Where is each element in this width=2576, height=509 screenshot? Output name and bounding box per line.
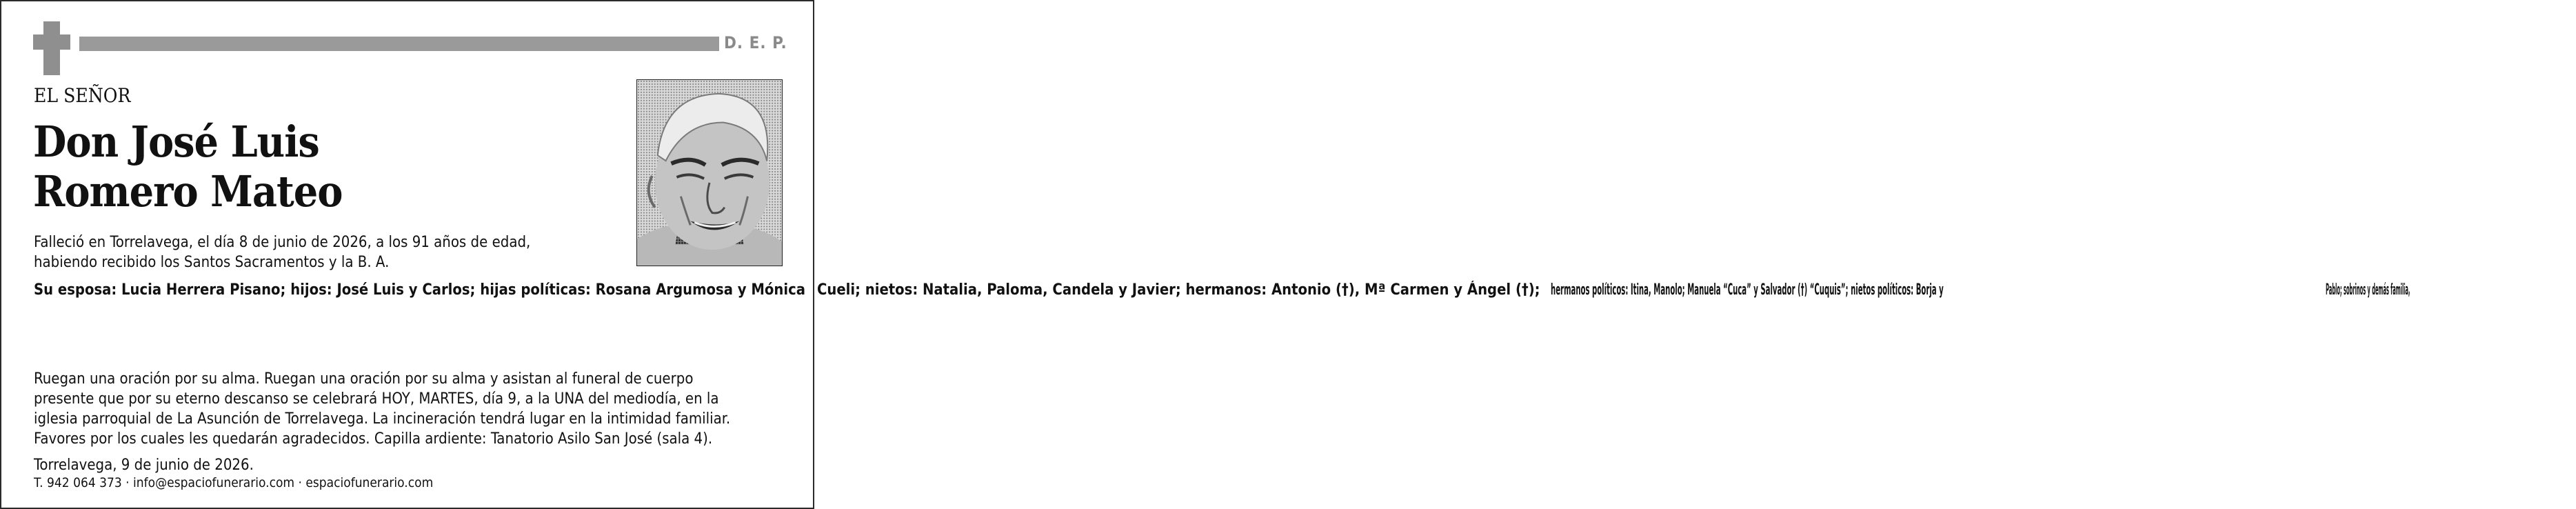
family-line-4: Pablo; sobrinos y demás familia, [2325,281,2411,299]
deceased-name [33,117,626,217]
cross-horizontal-bar [33,34,70,50]
funeral-line-3: iglesia parroquial de La Asunción de Torrelavega. La incineración tendrá lugar en la intimidad familiar. [34,410,731,428]
death-notice [34,232,530,272]
contact-info: T. 942 064 373 · info@espaciofunerario.com · espaciofunerario.com [34,475,434,490]
honorific: EL SEÑOR [34,84,131,107]
funeral-details [34,369,730,449]
dep-label: D. E. P. [724,33,787,52]
deceased-name-line-1: Don José Luis [33,117,319,167]
family-line-3: hermanos políticos: Itina, Manolo; Manuela “Cuca” y Salvador (†) “Cuquis”; nietos políticos: Borja y [1551,281,1944,299]
place-date: Torrelavega, 9 de junio de 2026. [34,457,254,474]
funeral-line-4: Favores por los cuales les quedarán agradecidos. Capilla ardiente: Tanatorio Asilo San José (sala 4). [34,430,713,448]
deceased-name-line-2: Romero Mateo [33,166,343,217]
funeral-line-1: Ruegan una oración por su alma. Ruegan una oración por su alma y asistan al funeral de cuerpo [34,370,694,388]
death-notice-line-2: habiendo recibido los Santos Sacramentos y la B. A. [34,254,390,271]
family-line-1: Su esposa: Lucia Herrera Pisano; hijos: José Luis y Carlos; hijas políticas: Rosana Argumosa y Mónica [34,281,805,299]
portrait-photo-icon [637,80,782,266]
death-notice-line-1: Falleció en Torrelavega, el día 8 de junio de 2026, a los 91 años de edad, [34,234,531,251]
portrait-photo [636,79,783,266]
funeral-line-2: presente que por su eterno descanso se celebrará HOY, MARTES, día 9, a la UNA del mediodía, en la [34,390,719,408]
family-list [34,280,2576,300]
family-line-2: Cueli; nietos: Natalia, Paloma, Candela y Javier; hermanos: Antonio (†), Mª Carmen y Ángel (†); [816,281,1540,299]
header-rule [79,37,719,51]
